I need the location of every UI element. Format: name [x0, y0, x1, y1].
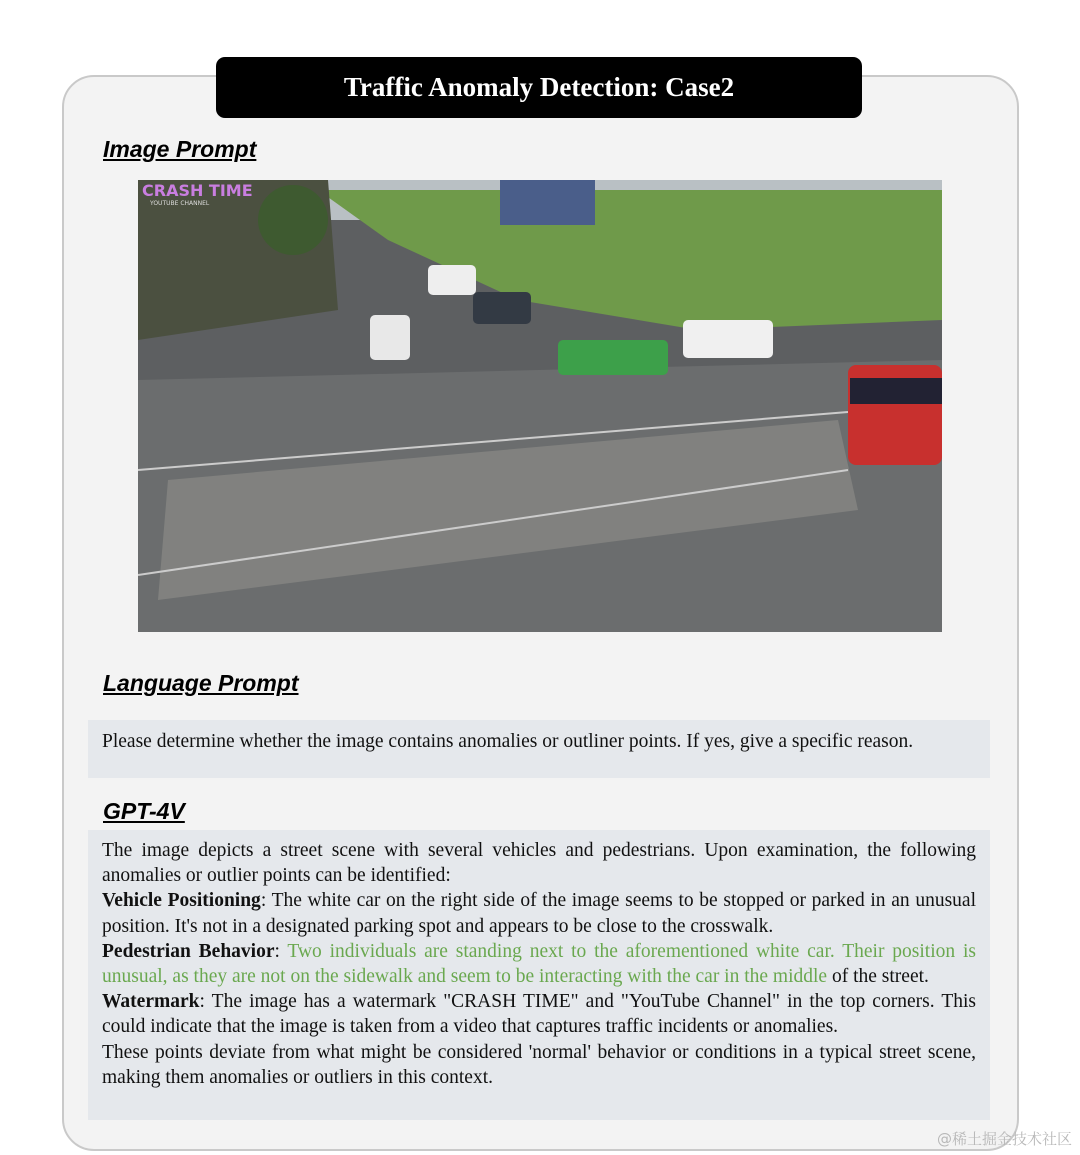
item-label: Vehicle Positioning: [102, 890, 261, 912]
item-text: The white car on the right side of the image seems to be stopped or parked in an unusual position. It's not in a designated parking spot and appears to be close to the crosswalk.: [102, 890, 976, 937]
response-item: Vehicle Positioning: The white car on the right side of the image seems to be stopped or parked in an unusual position. It's not in a designated parking spot and appears to be close to the crosswalk.: [102, 890, 976, 937]
response-intro: The image depicts a street scene with several vehicles and pedestrians. Upon examination, the following anomalies or outlier points can be identified:: [102, 840, 976, 887]
item-label: Watermark: [102, 991, 200, 1013]
item-label: Pedestrian Behavior: [102, 940, 275, 962]
site-watermark: @稀土掘金技术社区: [936, 1130, 1072, 1148]
item-highlight: Two individuals are standing next to the aforementioned white car. Their position is unusual, as they are not on the sidewalk and seem to be interacting with the car in the middle: [102, 940, 976, 988]
photo-watermark-sub: YOUTUBE CHANNEL: [150, 200, 210, 207]
language-prompt-text: Please determine whether the image contains anomalies or outliner points. If yes, give a specific reason.: [102, 731, 914, 752]
language-prompt-heading: Language Prompt: [103, 670, 299, 696]
image-prompt-heading: Image Prompt: [103, 136, 257, 162]
response-box: [88, 830, 990, 1120]
language-prompt-box: [88, 720, 990, 778]
billboard: [500, 180, 595, 225]
item-text: The image has a watermark "CRASH TIME" and "YouTube Channel" in the top corners. This could indicate that the image is taken from a video that captures traffic incidents or anomalies.: [102, 991, 976, 1038]
response-heading: GPT-4V: [103, 798, 185, 824]
response-conclusion: These points deviate from what might be considered 'normal' behavior or conditions in a typical street scene, making them anomalies or outliers in this context.: [102, 1041, 976, 1088]
traffic-photo: [138, 180, 942, 632]
page-title: Traffic Anomaly Detection: Case2: [216, 57, 862, 118]
response-item: Pedestrian Behavior: Two individuals are standing next to the aforementioned white car. Their position is unusual, as they are not on the sidewalk and seem to be interacting with the car in the middle of the street.: [102, 940, 976, 988]
item-text: of the street.: [831, 966, 929, 988]
response-item: Watermark: The image has a watermark "CRASH TIME" and "YouTube Channel" in the top corners. This could indicate that the image is taken from a video that captures traffic incidents or anomalies.: [102, 991, 976, 1038]
photo-watermark: CRASH TIME: [142, 181, 253, 200]
